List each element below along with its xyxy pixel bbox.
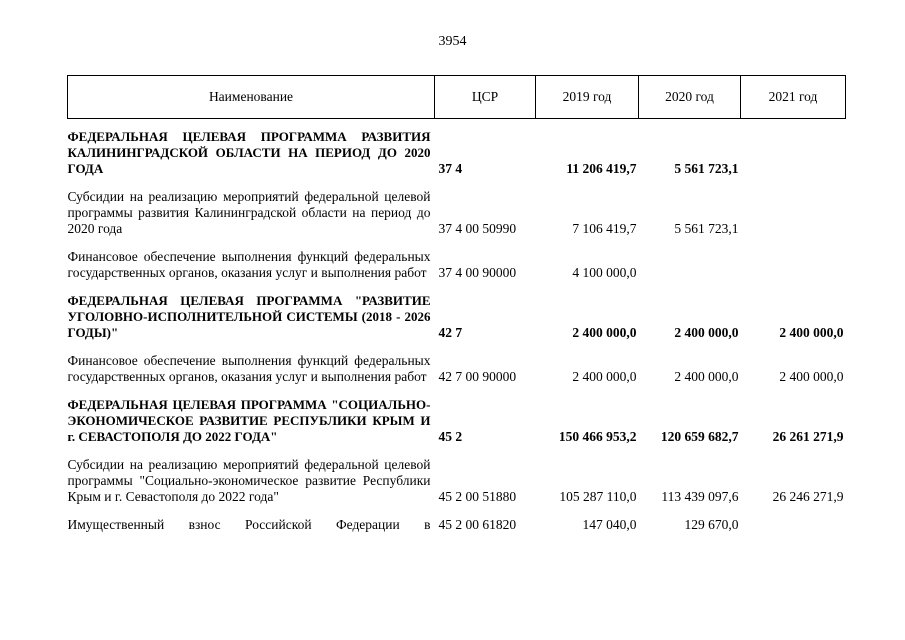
row-2020: 5 561 723,1 bbox=[674, 161, 739, 176]
row-name: ФЕДЕРАЛЬНАЯ ЦЕЛЕВАЯ ПРОГРАММА РАЗВИТИЯ КАЛИНИНГРАДСКОЙ ОБЛАСТИ НА ПЕРИОД ДО 2020 ГОДА bbox=[67, 129, 431, 176]
row-2020: 5 561 723,1 bbox=[674, 221, 739, 236]
row-csr: 42 7 bbox=[438, 325, 463, 340]
table-row bbox=[68, 129, 846, 177]
row-2020: 120 659 682,7 bbox=[660, 429, 739, 444]
row-2021: 2 400 000,0 bbox=[779, 325, 844, 340]
header-2020: 2020 год bbox=[639, 76, 741, 119]
row-2019: 150 466 953,2 bbox=[558, 429, 637, 444]
header-2021: 2021 год bbox=[741, 76, 846, 119]
table-row bbox=[68, 457, 846, 505]
row-2021: 26 246 271,9 bbox=[772, 489, 844, 504]
table-row bbox=[68, 397, 846, 445]
row-2019: 2 400 000,0 bbox=[572, 369, 637, 384]
budget-table bbox=[67, 75, 846, 533]
page-number: 3954 bbox=[438, 34, 467, 49]
header-2019: 2019 год bbox=[536, 76, 639, 119]
row-name: ФЕДЕРАЛЬНАЯ ЦЕЛЕВАЯ ПРОГРАММА "СОЦИАЛЬНО-ЭКОНОМИЧЕСКОЕ РАЗВИТИЕ РЕСПУБЛИКИ КРЫМ И г. СЕВАСТОПОЛЯ ДО 2022 ГОДА" bbox=[67, 397, 431, 444]
row-2021 bbox=[741, 517, 846, 533]
row-2021: 2 400 000,0 bbox=[779, 369, 844, 384]
row-csr: 37 4 00 50990 bbox=[438, 221, 517, 236]
row-2020: 2 400 000,0 bbox=[674, 369, 739, 384]
row-csr: 45 2 00 61820 bbox=[438, 517, 517, 532]
row-2020: 2 400 000,0 bbox=[674, 325, 739, 340]
row-name: Финансовое обеспечение выполнения функций федеральных государственных органов, оказания услуг и выполнения работ bbox=[67, 353, 431, 384]
table-row bbox=[68, 293, 846, 341]
table-row bbox=[68, 189, 846, 237]
row-csr: 45 2 bbox=[438, 429, 463, 444]
row-name: Субсидии на реализацию мероприятий федеральной целевой программы развития Калининградской области на период до 2020 года bbox=[67, 189, 431, 236]
row-name: Субсидии на реализацию мероприятий федеральной целевой программы "Социально-экономическое развитие Республики Крым и г. Севастополя до 2022 года" bbox=[67, 457, 431, 504]
row-2019: 147 040,0 bbox=[582, 517, 637, 532]
row-csr: 45 2 00 51880 bbox=[438, 489, 517, 504]
table-header-row bbox=[68, 76, 846, 119]
row-2020: 113 439 097,6 bbox=[661, 489, 739, 504]
table-row bbox=[68, 249, 846, 281]
row-2019: 7 106 419,7 bbox=[572, 221, 637, 236]
row-2020: 129 670,0 bbox=[684, 517, 739, 532]
table-row bbox=[68, 353, 846, 385]
row-2021 bbox=[741, 249, 846, 281]
row-2019: 4 100 000,0 bbox=[572, 265, 637, 280]
row-2021 bbox=[741, 189, 846, 237]
table-row bbox=[68, 517, 846, 533]
row-2019: 11 206 419,7 bbox=[566, 161, 637, 176]
row-csr: 37 4 bbox=[438, 161, 463, 176]
row-2019: 105 287 110,0 bbox=[559, 489, 637, 504]
header-name: Наименование bbox=[68, 76, 435, 119]
row-2020 bbox=[639, 249, 741, 281]
row-2021 bbox=[741, 129, 846, 177]
row-2021: 26 261 271,9 bbox=[772, 429, 844, 444]
header-csr: ЦСР bbox=[435, 76, 536, 119]
row-name: Имущественный взнос Российской Федерации в bbox=[67, 517, 431, 532]
row-csr: 37 4 00 90000 bbox=[438, 265, 517, 280]
row-name: ФЕДЕРАЛЬНАЯ ЦЕЛЕВАЯ ПРОГРАММА "РАЗВИТИЕ УГОЛОВНО-ИСПОЛНИТЕЛЬНОЙ СИСТЕМЫ (2018 - 2026 ГОДЫ)" bbox=[67, 293, 431, 340]
row-csr: 42 7 00 90000 bbox=[438, 369, 517, 384]
row-2019: 2 400 000,0 bbox=[572, 325, 637, 340]
row-name: Финансовое обеспечение выполнения функций федеральных государственных органов, оказания услуг и выполнения работ bbox=[67, 249, 431, 280]
